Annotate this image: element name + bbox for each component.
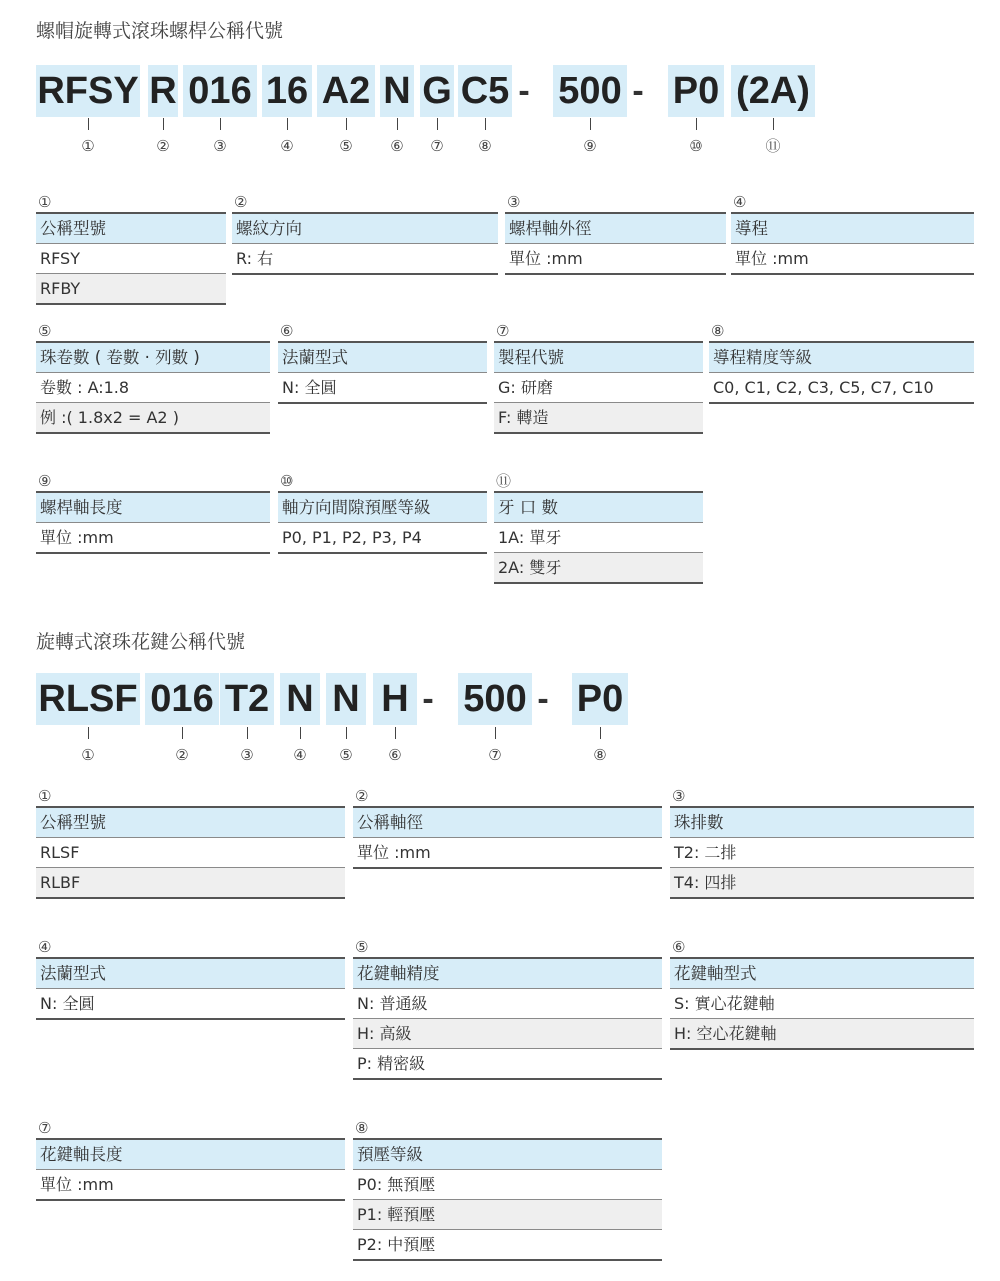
code-segment: T2 [220, 673, 274, 725]
spec-table-number: ⑥ [280, 322, 294, 340]
spec-table [731, 192, 974, 275]
code-segment: 500 [553, 65, 627, 117]
spec-table-header: 螺桿軸長度 [36, 491, 270, 522]
spec-table-number: ④ [733, 193, 747, 211]
spec-table-header: 法蘭型式 [278, 341, 487, 372]
spec-table-number: ⑥ [672, 938, 686, 956]
spec-table-number: ② [234, 193, 248, 211]
spec-table-bottom-rule [278, 402, 487, 404]
spec-table-row: P0, P1, P2, P3, P4 [278, 522, 487, 552]
code-segment: 016 [183, 65, 257, 117]
spec-table-header: 導程 [731, 212, 974, 243]
spec-table-row: RFBY [36, 273, 226, 303]
spec-table-row: 2A: 雙牙 [494, 552, 703, 582]
code-dash: - [537, 680, 549, 718]
code-tick [287, 118, 288, 130]
code-segment: N [280, 673, 320, 725]
spec-table [670, 786, 974, 899]
spec-table-bottom-rule [353, 1259, 662, 1261]
spec-table-row: 1A: 單牙 [494, 522, 703, 552]
code-segment: RLSF [36, 673, 140, 725]
spec-table-number: ② [355, 787, 369, 805]
spec-table-number: ⑦ [38, 1119, 52, 1137]
code-segment: N [380, 65, 414, 117]
spec-table [36, 471, 270, 554]
spec-table [494, 471, 703, 584]
spec-table [36, 937, 345, 1020]
code-marker: ⑧ [478, 137, 492, 155]
code-tick [590, 118, 591, 130]
code-segment: 500 [458, 673, 532, 725]
code-marker: ② [156, 137, 170, 155]
spec-table-row: P0: 無預壓 [353, 1169, 662, 1199]
code-tick [395, 727, 396, 739]
spec-table-bottom-rule [505, 273, 726, 275]
code-marker: ⑦ [488, 746, 502, 764]
spec-table-number: ⑧ [355, 1119, 369, 1137]
spec-table-header: 公稱型號 [36, 212, 226, 243]
code-segment: 016 [145, 673, 219, 725]
spec-table-bottom-rule [731, 273, 974, 275]
code-tick [485, 118, 486, 130]
spec-table-row: 單位 :mm [36, 1169, 345, 1199]
spec-table-number: ⑤ [38, 322, 52, 340]
code-segment: C5 [458, 65, 512, 117]
spec-table-row: 單位 :mm [505, 243, 726, 273]
spec-table [353, 786, 662, 869]
spec-table [353, 1118, 662, 1261]
spec-table [36, 192, 226, 305]
spec-table-header: 製程代號 [494, 341, 703, 372]
spec-table [36, 321, 270, 434]
spec-table-number: ⑪ [496, 472, 512, 490]
spec-table-header: 花鍵軸長度 [36, 1138, 345, 1169]
code-segment: RFSY [36, 65, 140, 117]
spec-table-bottom-rule [353, 1078, 662, 1080]
spec-table-row: P: 精密級 [353, 1048, 662, 1078]
spec-table [494, 321, 703, 434]
spec-table-row: S: 實心花鍵軸 [670, 988, 974, 1018]
spec-table-number: ⑧ [711, 322, 725, 340]
spec-table [278, 471, 487, 554]
spec-table-row: 卷數 : A:1.8 [36, 372, 270, 402]
spec-table-header: 牙 口 數 [494, 491, 703, 522]
spec-table [353, 937, 662, 1080]
spec-table-header: 花鍵軸型式 [670, 957, 974, 988]
spec-table-header: 導程精度等級 [709, 341, 974, 372]
spec-table-row: G: 研磨 [494, 372, 703, 402]
code-marker: ⑦ [430, 137, 444, 155]
section1-title: 螺帽旋轉式滾珠螺桿公稱代號 [36, 20, 284, 42]
spec-table-header: 預壓等級 [353, 1138, 662, 1169]
code-tick [247, 727, 248, 739]
spec-table-row: N: 普通級 [353, 988, 662, 1018]
spec-table [709, 321, 974, 404]
spec-table-row: N: 全圓 [36, 988, 345, 1018]
code-tick [220, 118, 221, 130]
spec-table-bottom-rule [670, 1048, 974, 1050]
spec-table-row: RFSY [36, 243, 226, 273]
spec-table [36, 786, 345, 899]
code-segment: R [148, 65, 178, 117]
code-marker: ⑥ [390, 137, 404, 155]
spec-table-bottom-rule [278, 552, 487, 554]
code-tick [600, 727, 601, 739]
spec-table [278, 321, 487, 404]
code-tick [696, 118, 697, 130]
spec-table-row: R: 右 [232, 243, 498, 273]
code-segment: P0 [668, 65, 724, 117]
spec-table-number: ⑦ [496, 322, 510, 340]
spec-table-row: P1: 輕預壓 [353, 1199, 662, 1229]
spec-table-bottom-rule [36, 897, 345, 899]
code-marker: ⑪ [765, 137, 781, 155]
spec-table-bottom-rule [36, 432, 270, 434]
code-marker: ⑤ [339, 137, 353, 155]
code-dash: - [422, 680, 434, 718]
spec-table [232, 192, 498, 275]
spec-table [36, 1118, 345, 1201]
spec-table-header: 珠卷數 ( 卷數 · 列數 ) [36, 341, 270, 372]
spec-table-row: H: 空心花鍵軸 [670, 1018, 974, 1048]
spec-table-row: C0, C1, C2, C3, C5, C7, C10 [709, 372, 974, 402]
spec-table-header: 螺紋方向 [232, 212, 498, 243]
code-marker: ① [81, 746, 95, 764]
spec-table-row: 例 :( 1.8x2 = A2 ) [36, 402, 270, 432]
code-tick [397, 118, 398, 130]
spec-table-bottom-rule [670, 897, 974, 899]
spec-table-number: ⑤ [355, 938, 369, 956]
spec-table-header: 珠排數 [670, 806, 974, 837]
spec-table-bottom-rule [494, 432, 703, 434]
spec-table-row: 單位 :mm [353, 837, 662, 867]
spec-table-number: ⑩ [280, 472, 294, 490]
code-segment: G [420, 65, 454, 117]
spec-table-header: 公稱型號 [36, 806, 345, 837]
spec-table-row: N: 全圓 [278, 372, 487, 402]
spec-table-header: 軸方向間隙預壓等級 [278, 491, 487, 522]
code-tick [88, 118, 89, 130]
code-marker: ④ [293, 746, 307, 764]
code-marker: ⑥ [388, 746, 402, 764]
spec-table-number: ③ [672, 787, 686, 805]
code-tick [437, 118, 438, 130]
code-tick [346, 118, 347, 130]
spec-table-row: RLBF [36, 867, 345, 897]
spec-table-bottom-rule [232, 273, 498, 275]
spec-table [505, 192, 726, 275]
code-tick [163, 118, 164, 130]
spec-table-bottom-rule [36, 1199, 345, 1201]
spec-table-row: H: 高級 [353, 1018, 662, 1048]
spec-table-header: 法蘭型式 [36, 957, 345, 988]
code-tick [495, 727, 496, 739]
spec-table-number: ⑨ [38, 472, 52, 490]
code-marker: ③ [240, 746, 254, 764]
code-tick [182, 727, 183, 739]
code-segment: A2 [317, 65, 375, 117]
code-marker: ⑤ [339, 746, 353, 764]
spec-table-header: 花鍵軸精度 [353, 957, 662, 988]
spec-table-row: F: 轉造 [494, 402, 703, 432]
spec-table-bottom-rule [353, 867, 662, 869]
code-dash: - [518, 72, 530, 110]
code-segment: N [326, 673, 366, 725]
code-segment: 16 [262, 65, 312, 117]
spec-table-row: 單位 :mm [36, 522, 270, 552]
spec-table-header: 公稱軸徑 [353, 806, 662, 837]
spec-table [670, 937, 974, 1050]
spec-table-row: T2: 二排 [670, 837, 974, 867]
spec-table-row: RLSF [36, 837, 345, 867]
code-segment: H [373, 673, 417, 725]
code-marker: ⑩ [689, 137, 703, 155]
spec-table-bottom-rule [36, 552, 270, 554]
code-dash: - [632, 72, 644, 110]
code-marker: ④ [280, 137, 294, 155]
code-marker: ⑨ [583, 137, 597, 155]
code-marker: ② [175, 746, 189, 764]
spec-table-row: 單位 :mm [731, 243, 974, 273]
spec-table-bottom-rule [36, 1018, 345, 1020]
code-marker: ⑧ [593, 746, 607, 764]
spec-table-number: ① [38, 787, 52, 805]
code-marker: ③ [213, 137, 227, 155]
spec-table-row: P2: 中預壓 [353, 1229, 662, 1259]
code-marker: ① [81, 137, 95, 155]
code-segment: P0 [572, 673, 628, 725]
code-tick [300, 727, 301, 739]
spec-table-bottom-rule [36, 303, 226, 305]
spec-table-number: ① [38, 193, 52, 211]
spec-table-row: T4: 四排 [670, 867, 974, 897]
code-segment: (2A) [731, 65, 815, 117]
code-tick [773, 118, 774, 130]
spec-table-number: ③ [507, 193, 521, 211]
spec-table-number: ④ [38, 938, 52, 956]
code-tick [88, 727, 89, 739]
spec-table-bottom-rule [709, 402, 974, 404]
spec-table-bottom-rule [494, 582, 703, 584]
spec-table-header: 螺桿軸外徑 [505, 212, 726, 243]
code-tick [346, 727, 347, 739]
section2-title: 旋轉式滾珠花鍵公稱代號 [36, 631, 246, 653]
